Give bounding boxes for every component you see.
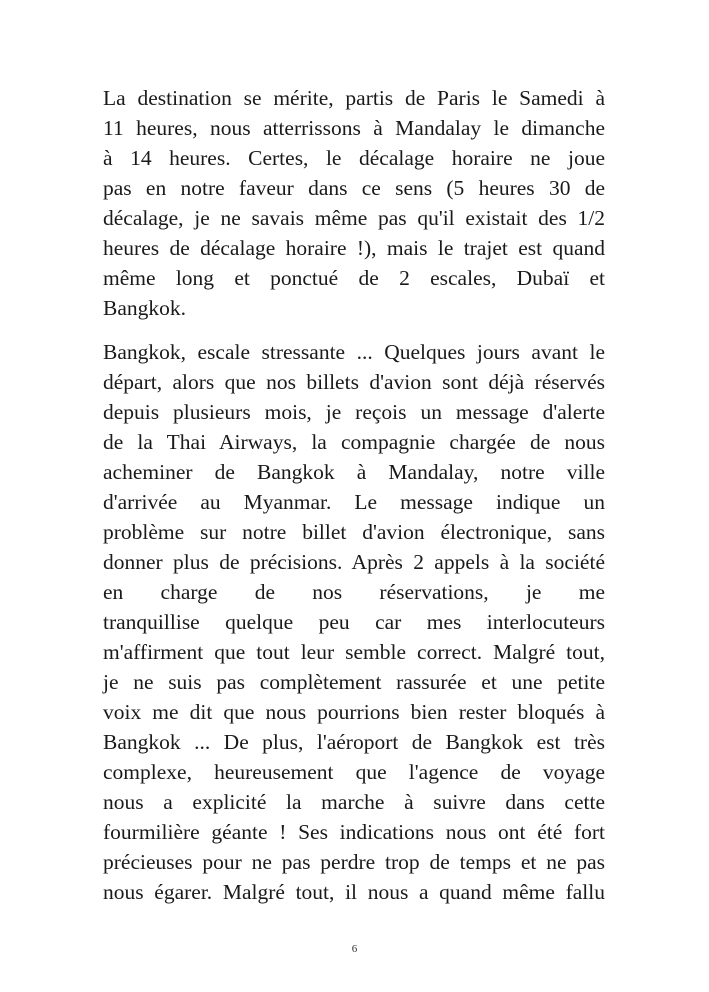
text-line: nous a explicité la marche à suivre dans cette	[103, 790, 605, 814]
text-line: d'arrivée au Myanmar. Le message indique un	[103, 490, 605, 514]
paragraph-2	[103, 337, 605, 907]
text-line: à 14 heures. Certes, le décalage horaire ne joue	[103, 146, 605, 170]
text-line: voix me dit que nous pourrions bien rester bloqués à	[103, 700, 605, 724]
text-line: pas en notre faveur dans ce sens (5 heures 30 de	[103, 176, 605, 200]
text-line: je ne suis pas complètement rassurée et une petite	[103, 670, 605, 694]
text-line: fourmilière géante ! Ses indications nous ont été fort	[103, 820, 605, 844]
text-line: 11 heures, nous atterrissons à Mandalay le dimanche	[103, 116, 605, 140]
text-line: problème sur notre billet d'avion électronique, sans	[103, 520, 605, 544]
text-line: Bangkok ... De plus, l'aéroport de Bangkok est très	[103, 730, 605, 754]
text-line: décalage, je ne savais même pas qu'il existait des 1/2	[103, 206, 605, 230]
text-line: nous égarer. Malgré tout, il nous a quand même fallu	[103, 880, 605, 904]
text-line: tranquillise quelque peu car mes interlocuteurs	[103, 610, 605, 634]
text-line: départ, alors que nos billets d'avion sont déjà réservés	[103, 370, 605, 394]
text-line: heures de décalage horaire !), mais le trajet est quand	[103, 236, 605, 260]
text-line: La destination se mérite, partis de Paris le Samedi à	[103, 86, 605, 110]
text-line: de la Thai Airways, la compagnie chargée de nous	[103, 430, 605, 454]
text-line: acheminer de Bangkok à Mandalay, notre ville	[103, 460, 605, 484]
page-number: 6	[351, 943, 358, 955]
text-line: Bangkok.	[103, 296, 187, 320]
text-line: m'affirment que tout leur semble correct. Malgré tout,	[103, 640, 605, 664]
text-line: donner plus de précisions. Après 2 appels à la société	[103, 550, 605, 574]
text-line: en charge de nos réservations, je me	[103, 580, 605, 604]
text-line: complexe, heureusement que l'agence de voyage	[103, 760, 605, 784]
text-line: Bangkok, escale stressante ... Quelques jours avant le	[103, 340, 605, 364]
document-body	[103, 83, 605, 907]
text-line: depuis plusieurs mois, je reçois un message d'alerte	[103, 400, 605, 424]
text-line: précieuses pour ne pas perdre trop de temps et ne pas	[103, 850, 605, 874]
text-line: même long et ponctué de 2 escales, Dubaï et	[103, 266, 605, 290]
paragraph-1	[103, 83, 605, 323]
